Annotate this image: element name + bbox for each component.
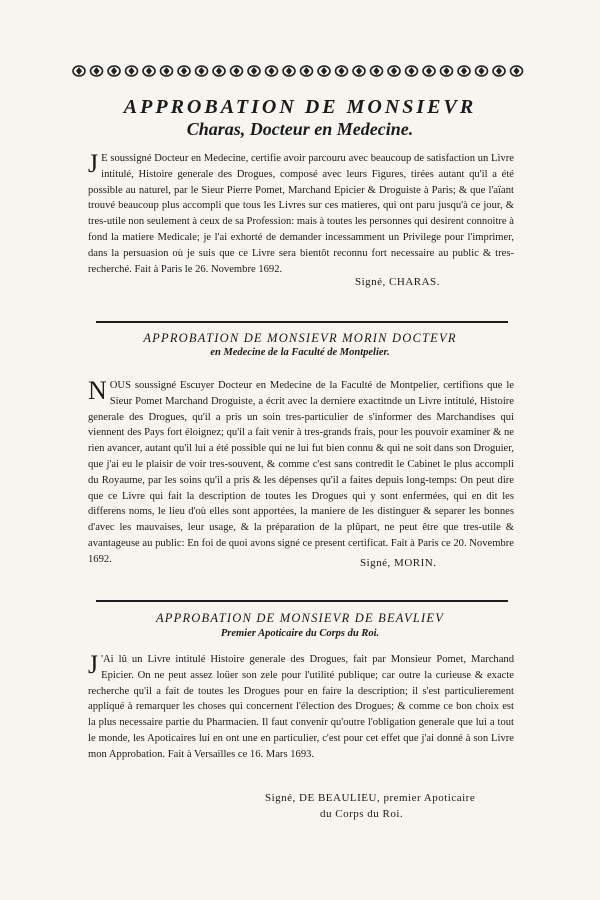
fleuron-center <box>111 67 117 75</box>
fleuron-center <box>269 67 275 75</box>
fleuron-center <box>514 67 520 75</box>
fleuron-center <box>356 67 362 75</box>
morin-signature: Signé, MORIN. <box>360 557 437 569</box>
approbation-morin-title: APPROBATION DE MONSIEVR MORIN DOCTEVR <box>143 331 457 345</box>
signature-line: du Corps du Roi. <box>320 808 404 820</box>
beaulieu-signature <box>265 790 515 822</box>
approbation-charas-subtitle: Charas, Docteur en Medecine. <box>186 119 414 139</box>
body-text: OUS soussigné Escuyer Docteur en Medecine de la Faculté de Montpelier, certifions que le Sieur Pomet Marchand Droguiste, a écrit avec la derniere exactitnde un Livre intitulé, Histoire generale des Drogues, qu'il a pris un soin tres-particulier de s'informer des Marchandises qui viennent des Pays fort éloignez; qu'il a fait venir à tres-grands frais, pour les pouvoir examiner & ne rien avancer, autant qu'il lui a été possible qui ne lui fut bien connu & qui ne soit dans son Droguier, que j'ai eu le plaisir de voir tres-souvent, & comme c'est sans contredit le Cabinet le plus accompli du Royaume, par les soins qu'il a pris & les dépenses qu'il a faites depuis long-temps: On peut dire que ce Livre qui fait la description de toutes les Drogues qui y sont enfermées, qui en dit les differens noms, le lieu d'où elles sont apportées, la maniere de les distinguer & separer les bonnes d'avec les mauvaises, leur usage, & la préparation de la plûpart, ne peut être que tres-utile & avantageuse au public: En foi de quoi avons signé ce present certificat. Fait à Paris ce 20. Novembre 1692. <box>88 380 514 565</box>
fleuron-center <box>251 67 257 75</box>
fleuron-center <box>181 67 187 75</box>
fleuron-center <box>321 67 327 75</box>
approbation-beaulieu-title: APPROBATION DE MONSIEVR DE BEAVLIEV <box>155 611 445 625</box>
dropcap: J <box>88 149 99 178</box>
signature-line: Signé, DE BEAULIEU, premier Apoticaire <box>265 792 476 804</box>
fleuron-center <box>94 67 100 75</box>
fleuron-center <box>304 67 310 75</box>
approbation-charas-title: APPROBATION DE MONSIEVR <box>123 96 477 118</box>
fleuron-center <box>391 67 397 75</box>
fleuron-center <box>199 67 205 75</box>
approbation-beaulieu-subtitle: Premier Apoticaire du Corps du Roi. <box>220 628 380 639</box>
fleuron-center <box>146 67 152 75</box>
fleuron-center <box>426 67 432 75</box>
fleuron-center <box>496 67 502 75</box>
section-divider <box>96 321 508 323</box>
approbation-morin-body <box>88 378 514 568</box>
fleuron-center <box>374 67 380 75</box>
dropcap: N <box>88 376 107 405</box>
fleuron-center <box>461 67 467 75</box>
fleuron-center <box>409 67 415 75</box>
approbation-beaulieu-body <box>88 652 514 763</box>
fleuron-center <box>216 67 222 75</box>
charas-signature: Signé, CHARAS. <box>355 276 440 288</box>
fleuron-center <box>339 67 345 75</box>
fleuron-center <box>76 67 82 75</box>
ornament-border <box>70 64 525 78</box>
fleuron-center <box>479 67 485 75</box>
body-text: E soussigné Docteur en Medecine, certifie avoir parcouru avec beaucoup de satisfaction un Livre intitulé, Histoire generale des Drogues, composé avec leurs Figures, tirées autant qu'il a été possible au naturel, par le Sieur Pierre Pomet, Marchand Epicier & Droguiste à Paris; & que l'aïant trouvé beaucoup plus accompli que tous les Livres sur ces matieres, qui ont paru jusqu'à ce jour, & tres-utile non seulement à ceux de sa Profession: mais à toutes les personnes qui desirent connoitre à fond la matiere Medicale; je l'ai exhorté de demander incessamment un Privilege pour l'imprimer, dans la persuasion où je suis que ce Livre sera bientôt reconnu fort necessaire au public & tres-recherché. Fait à Paris le 26. Novembre 1692. <box>88 153 514 275</box>
fleuron-center <box>164 67 170 75</box>
approbation-morin-subtitle: en Medecine de la Faculté de Montpelier. <box>210 347 390 358</box>
fleuron-center <box>129 67 135 75</box>
fleuron-center <box>444 67 450 75</box>
body-text: 'Ai lû un Livre intitulé Histoire generale des Drogues, fait par Monsieur Pomet, Marchand Epicier. On ne peut assez loüer son zele pour l'utilité publique; car outre la curieuse & exacte recherche qu'il a fait de toutes les Drogues pour en faire la description; il s'est particulierement appliqué à remarquer les choses qui concernent l'élection des Drogues; & comme ce bon choix est la plus necessaire partie du Pharmacien. Il faut convenir qu'outre l'obligation generale que lui a tout le monde, les Apoticaires lui en ont une en particulier, c'est pour cet effet que j'ai donné à son Livre mon Approbation. Fait à Versailles ce 16. Mars 1693. <box>88 654 514 760</box>
fleuron-center <box>234 67 240 75</box>
fleuron-center <box>286 67 292 75</box>
approbation-charas-body <box>88 151 514 277</box>
dropcap: J <box>88 650 99 679</box>
section-divider <box>96 600 508 602</box>
